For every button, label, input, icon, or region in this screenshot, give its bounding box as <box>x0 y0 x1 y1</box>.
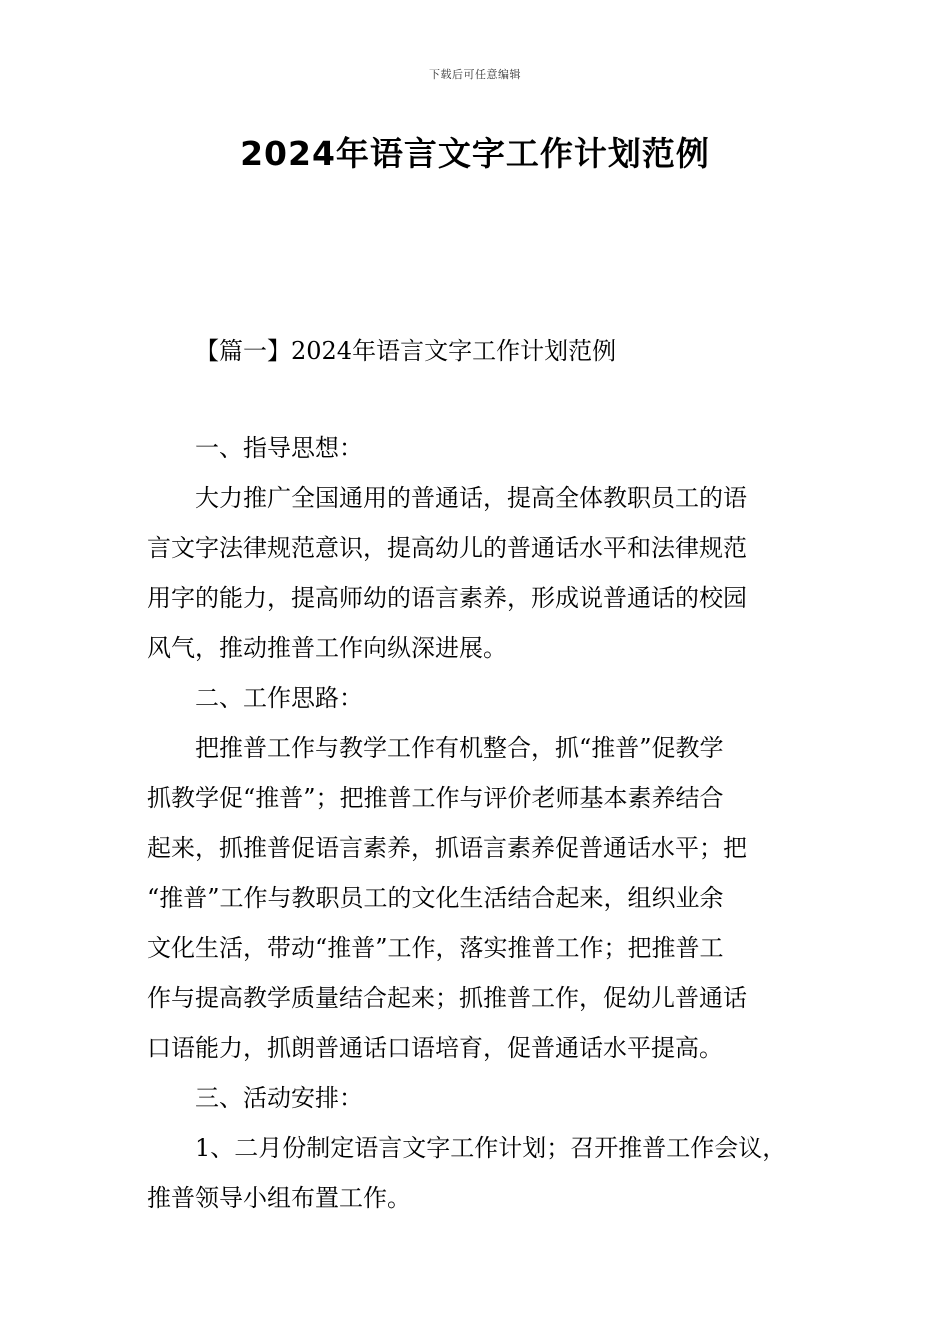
document-title: 2024年语言文字工作计划范例 <box>240 134 710 173</box>
paragraph-line: 风气，推动推普工作向纵深进展。 <box>147 634 507 662</box>
paragraph-line: 口语能力，抓朗普通话口语培育，促普通话水平提高。 <box>147 1034 723 1062</box>
paragraph-line: 起来，抓推普促语言素养，抓语言素养促普通话水平；把 <box>147 834 747 862</box>
paragraph-line: “推普”工作与教职员工的文化生活结合起来，组织业余 <box>147 884 724 912</box>
paragraph-line: 言文字法律规范意识，提高幼儿的普通话水平和法律规范 <box>147 534 747 562</box>
section-heading: 【篇一】2024年语言文字工作计划范例 <box>195 337 617 365</box>
paragraph-line: 文化生活，带动“推普”工作，落实推普工作；把推普工 <box>147 934 724 962</box>
document-body <box>147 423 811 1223</box>
subheading-work-approach: 二、工作思路： <box>195 684 363 712</box>
paragraph-line: 推普领导小组布置工作。 <box>147 1184 411 1212</box>
paragraph-line: 作与提高教学质量结合起来；抓推普工作，促幼儿普通话 <box>147 984 747 1012</box>
paragraph-line: 1、二月份制定语言文字工作计划；召开推普工作会议， <box>195 1134 787 1162</box>
paragraph-line: 把推普工作与教学工作有机整合，抓“推普”促教学 <box>195 734 724 762</box>
subheading-guiding-ideology: 一、指导思想： <box>195 434 363 462</box>
header-note: 下载后可任意编辑 <box>429 68 521 81</box>
subheading-activity-plan: 三、活动安排： <box>195 1084 363 1112</box>
paragraph-line: 用字的能力，提高师幼的语言素养，形成说普通话的校园 <box>147 584 747 612</box>
paragraph-line: 大力推广全国通用的普通话，提高全体教职员工的语 <box>195 484 747 512</box>
paragraph-line: 抓教学促“推普”；把推普工作与评价老师基本素养结合 <box>147 784 724 812</box>
